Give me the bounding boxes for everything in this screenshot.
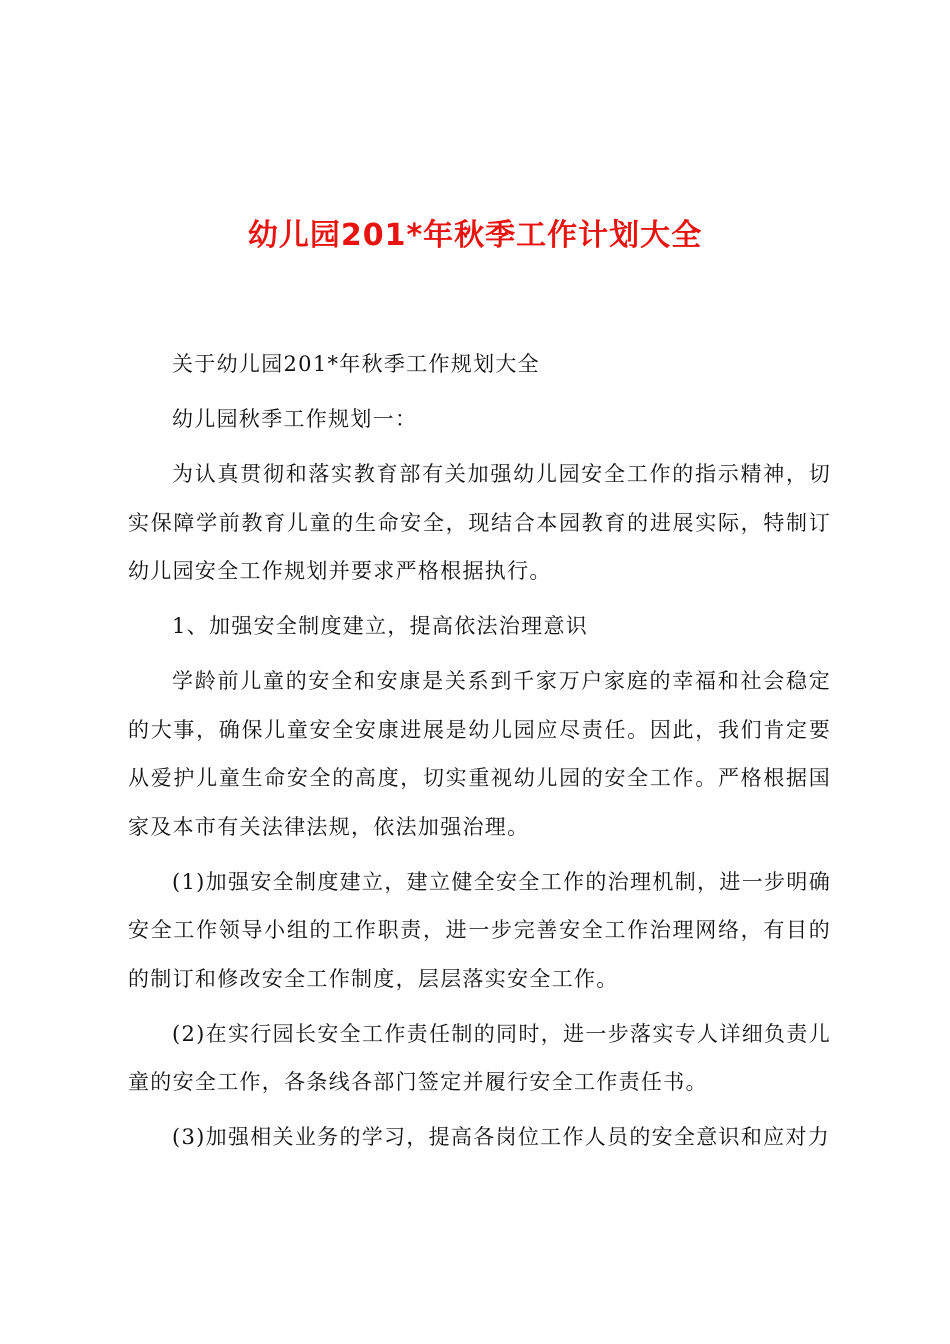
- paragraph-item-3: (3)加强相关业务的学习，提高各岗位工作人员的安全意识和应对力: [172, 1125, 831, 1149]
- paragraph-item-2: (2)在实行园长安全工作责任制的同时，进一步落实专人详细负责儿童的安全工作，各条线各部门签定并履行安全工作责任书。: [128, 1021, 831, 1094]
- paragraph-plan-heading: 幼儿园秋季工作规划一：: [172, 407, 418, 431]
- paragraph-section-1-heading: 1、加强安全制度建立，提高依法治理意识: [172, 614, 589, 638]
- document-body: [128, 340, 831, 1168]
- document-title: 幼儿园201*年秋季工作计划大全: [247, 218, 703, 253]
- paragraph-item-1: (1)加强安全制度建立，建立健全安全工作的治理机制，进一步明确安全工作领导小组的工作职责，进一步完善安全工作治理网络，有目的的制订和修改安全工作制度，层层落实安全工作。: [128, 869, 831, 991]
- paragraph-intro: 为认真贯彻和落实教育部有关加强幼儿园安全工作的指示精神，切实保障学前教育儿童的生命安全，现结合本园教育的进展实际，特制订幼儿园安全工作规划并要求严格根据执行。: [128, 462, 831, 583]
- paragraph-subtitle: 关于幼儿园201*年秋季工作规划大全: [172, 352, 540, 376]
- paragraph-section-1-body: 学龄前儿童的安全和安康是关系到千家万户家庭的幸福和社会稳定的大事，确保儿童安全安康进展是幼儿园应尽责任。因此，我们肯定要从爱护儿童生命安全的高度，切实重视幼儿园的安全工作。严格根据国家及本市有关法律法规，依法加强治理。: [128, 669, 831, 839]
